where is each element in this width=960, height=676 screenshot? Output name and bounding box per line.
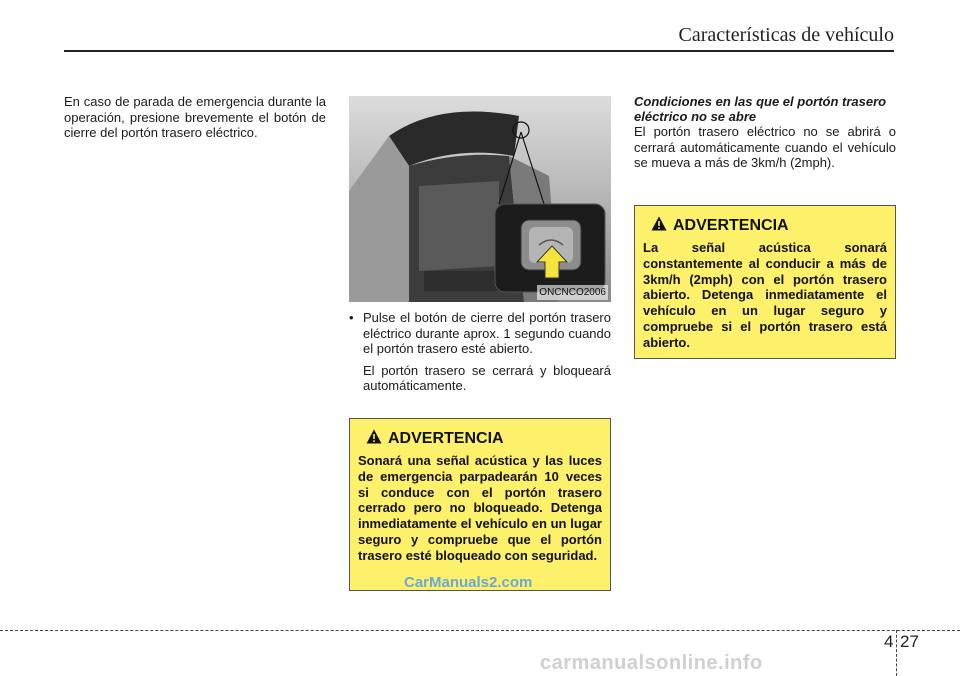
warning-triangle-icon — [651, 216, 667, 236]
warning-body: La señal acústica sonará constantemente al conducir a más de 3km/h (2mph) con el portón trasero abierto. Detenga inmediatamente el vehículo en un lugar seguro y compruebe si el portón trasero está abierto. — [643, 240, 887, 350]
warning-header — [651, 216, 887, 236]
bullet-text-continuation: El portón trasero se cerrará y bloqueará automáticamente. — [363, 362, 611, 393]
warning-box-unlocked — [349, 418, 611, 591]
column-left — [64, 94, 326, 141]
page-number-divider — [896, 630, 897, 676]
page-number: 27 — [900, 632, 919, 651]
photo-code: ONCNCO2006 — [537, 285, 608, 301]
warning-triangle-icon — [366, 429, 382, 449]
warning-header — [366, 429, 602, 449]
warning-title: ADVERTENCIA — [388, 430, 504, 447]
column-right — [634, 94, 896, 171]
bottom-watermark: carmanualsonline.info — [540, 652, 763, 674]
warning-body: Sonará una señal acústica y las luces de emergencia parpadearán 10 veces si conduce con el portón trasero cerrado pero no bloqueado. Detenga inmediatamente el vehículo en un lugar seguro y compruebe que el portón trasero esté bloqueado con seguridad. — [358, 453, 602, 563]
bullet-dot: • — [349, 310, 354, 325]
site-watermark: CarManuals2.com — [404, 574, 533, 591]
warning-box-open — [634, 205, 896, 359]
warning-title: ADVERTENCIA — [673, 217, 789, 234]
column-middle — [349, 96, 611, 394]
chapter-number: 4 — [884, 632, 894, 651]
header-rule — [64, 50, 894, 52]
bullet-item — [349, 310, 611, 394]
tailgate-photo — [349, 96, 611, 302]
emergency-stop-paragraph: En caso de parada de emergencia durante la operación, presione brevemente el botón de cierre del portón trasero eléctrico. — [64, 94, 326, 140]
footer-rule — [0, 630, 960, 631]
speed-condition-paragraph: El portón trasero eléctrico no se abrirá o cerrará automáticamente cuando el vehículo se mueva a más de 3km/h (2mph). — [634, 124, 896, 170]
page-header-title: Características de vehículo — [678, 24, 894, 46]
bullet-text: Pulse el botón de cierre del portón trasero eléctrico durante aprox. 1 segundo cuando el portón trasero esté abierto. — [363, 310, 611, 356]
tailgate-illustration — [349, 96, 611, 302]
section-title: Condiciones en las que el portón trasero eléctrico no se abre — [634, 94, 887, 124]
